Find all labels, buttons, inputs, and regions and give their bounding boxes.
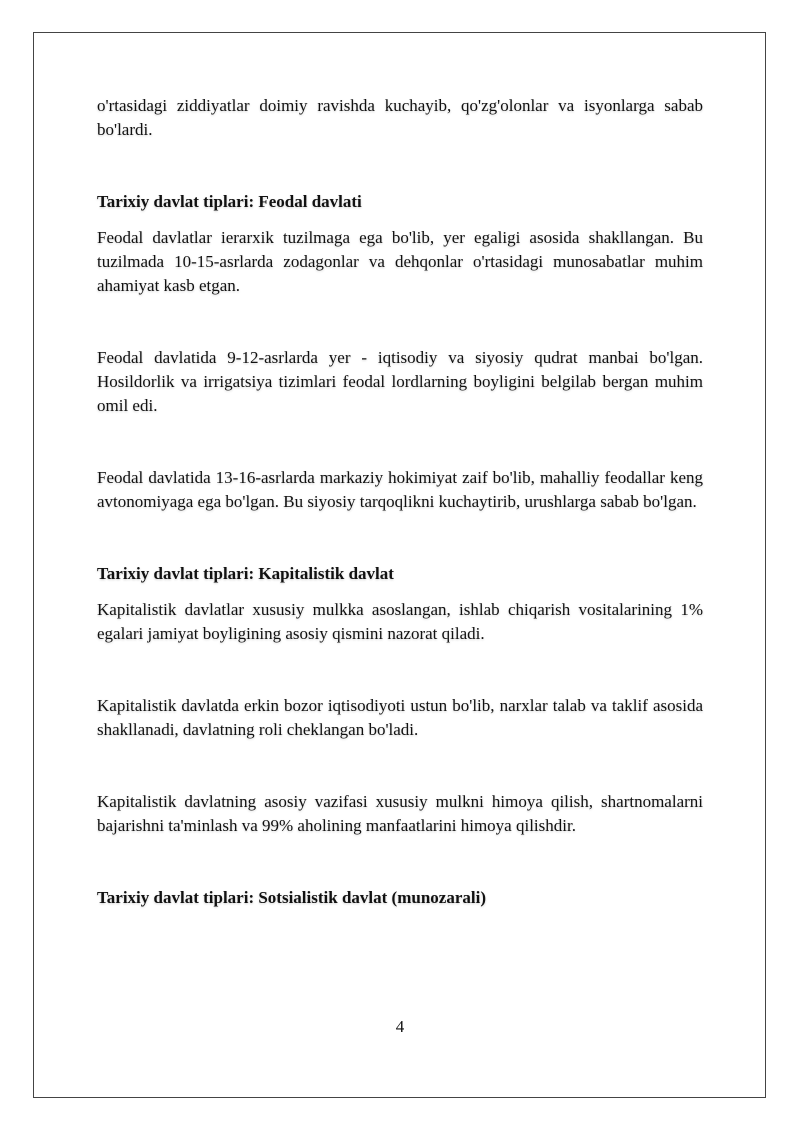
paragraph-feudal-1: Feodal davlatlar ierarxik tuzilmaga ega bo'lib, yer egaligi asosida shakllangan. Bu tuzilmada 10-15-asrlarda zodagonlar va dehqonlar o'rtasidagi munosabatlar muhim ahamiyat kasb etgan.	[97, 228, 703, 295]
page-number: 4	[395, 1017, 405, 1036]
heading-socialist-state: Tarixiy davlat tiplari: Sotsialistik davlat (munozarali)	[97, 888, 486, 907]
heading-capitalist-state: Tarixiy davlat tiplari: Kapitalistik davlat	[97, 564, 394, 583]
page-content	[97, 94, 703, 910]
paragraph-capitalist-3: Kapitalistik davlatning asosiy vazifasi xususiy mulkni himoya qilish, shartnomalarni bajarishni ta'minlash va 99% aholining manfaatlarini himoya qilishdir.	[97, 792, 703, 835]
paragraph-capitalist-2: Kapitalistik davlatda erkin bozor iqtisodiyoti ustun bo'lib, narxlar talab va taklif asosida shakllanadi, davlatning roli cheklangan bo'ladi.	[97, 696, 703, 739]
paragraph-intro-continuation: o'rtasidagi ziddiyatlar doimiy ravishda kuchayib, qo'zg'olonlar va isyonlarga sabab bo'lardi.	[97, 96, 703, 139]
paragraph-feudal-3: Feodal davlatida 13-16-asrlarda markaziy hokimiyat zaif bo'lib, mahalliy feodallar keng avtonomiyaga ega bo'lgan. Bu siyosiy tarqoqlikni kuchaytirib, urushlarga sabab bo'lgan.	[97, 468, 703, 511]
paragraph-feudal-2: Feodal davlatida 9-12-asrlarda yer - iqtisodiy va siyosiy qudrat manbai bo'lgan. Hosildorlik va irrigatsiya tizimlari feodal lordlarning boyligini belgilab bergan muhim omil edi.	[97, 348, 703, 415]
paragraph-capitalist-1: Kapitalistik davlatlar xususiy mulkka asoslangan, ishlab chiqarish vositalarining 1% egalari jamiyat boyligining asosiy qismini nazorat qiladi.	[97, 600, 703, 643]
heading-feudal-state: Tarixiy davlat tiplari: Feodal davlati	[97, 192, 362, 211]
